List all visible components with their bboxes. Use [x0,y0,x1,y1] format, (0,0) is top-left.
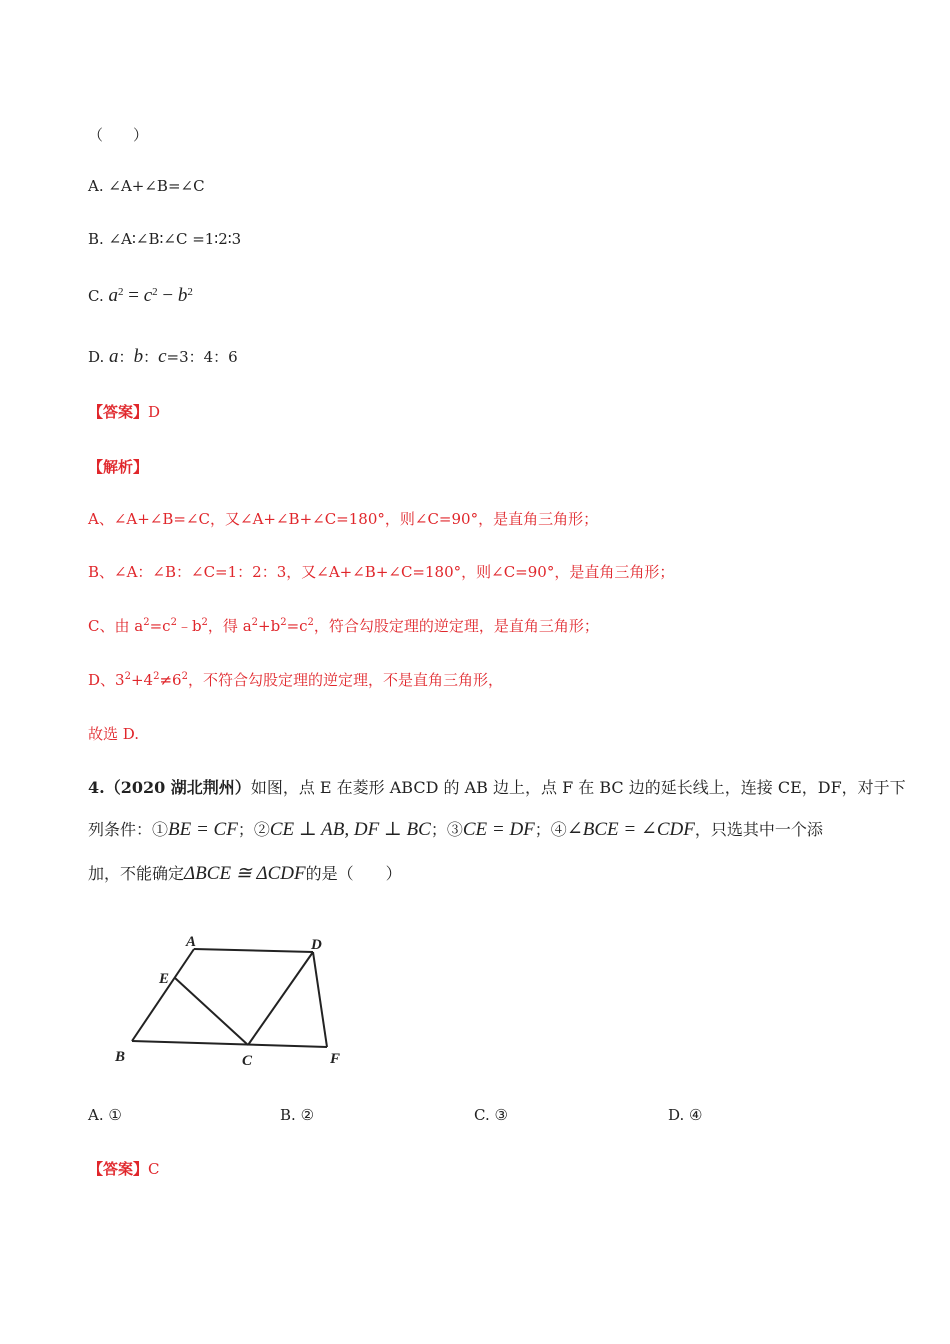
label-e: E [159,971,170,987]
q4-line2 [88,817,823,841]
option-value: ② [300,1106,315,1124]
exponent: 2 [170,617,177,628]
analysis-text: ，得 a [207,617,252,635]
q3-option-c [88,285,193,307]
segment-ec [175,978,248,1045]
answer-tag: 【答案】 [88,1160,149,1178]
exponent: 2 [307,617,314,628]
q3-analysis-tag: 【解析】 [88,458,149,476]
question-text: ；④ [534,820,567,839]
q3-analysis-a: A、∠A+∠B=∠C，又∠A+∠B+∠C=180°，则∠C=90°，是直角三角形； [88,510,599,528]
analysis-text: =c [149,617,171,635]
ratio-sep: ： [118,348,134,366]
analysis-text: C、由 a [88,617,144,635]
label-d: D [311,937,322,953]
option-label: B. [280,1106,296,1124]
question-text: 加，不能确定 [88,864,185,883]
option-label: C. [474,1106,490,1124]
analysis-text: D、3 [88,671,125,689]
q3-answer [88,401,160,422]
analysis-text: =c [286,617,308,635]
q3-option-d [88,346,238,368]
exponent: 2 [251,617,259,628]
segment-bf [132,1041,327,1047]
exponent: 2 [143,617,150,628]
math-var-b: b [133,346,144,367]
q4-option-b [280,1106,314,1124]
q4-line1 [88,775,906,798]
analysis-text: ，符合勾股定理的逆定理，是直角三角形； [313,617,599,635]
label-b: B [115,1049,126,1065]
segment-ad [194,949,313,952]
q4-option-d [668,1106,703,1124]
option-label: A. [88,1106,104,1124]
label-a: A [186,934,197,950]
math-var-c: c [158,346,167,367]
option-value: ③ [494,1106,508,1124]
exponent: 2 [187,286,193,298]
option-text: ∠A+∠B=∠C [108,177,205,195]
figure-lines [132,949,327,1047]
q3-analysis-d [88,669,503,690]
q4-option-c [474,1106,508,1124]
question-text: ；② [237,820,270,839]
math-var-a: a [108,285,118,306]
exponent: 2 [201,617,208,628]
q3-stem-tail: （ ） [88,126,149,144]
exponent: 2 [118,286,124,298]
q3-analysis-b: B、∠A：∠B：∠C=1：2：3，又∠A+∠B+∠C=180°，则∠C=90°，是直角三角形； [88,563,675,581]
math-var-b: b [177,285,188,306]
analysis-text: ﹣b [176,617,202,635]
q3-analysis-c [88,615,599,636]
exponent: 2 [152,286,158,298]
analysis-text: ≠6 [159,671,182,689]
rhombus-figure [108,928,358,1068]
analysis-text: ，不符合勾股定理的逆定理，不是直角三角形， [187,671,503,689]
option-value: ① [108,1106,122,1124]
option-label: D. [668,1106,685,1124]
math-var-a: a [109,346,119,367]
q4-answer [88,1158,160,1179]
question-text: 的是（ ） [305,864,402,883]
congruence-statement: ΔBCE ≅ ΔCDF [184,863,306,884]
condition-4: ∠BCE = ∠CDF [566,819,695,840]
label-c: C [242,1053,253,1068]
segment-ab [132,949,194,1041]
analysis-text: +4 [130,671,154,689]
answer-value: C [148,1160,160,1178]
condition-2: CE ⊥ AB, DF ⊥ BC [269,819,431,840]
minus-sign: − [157,285,178,306]
condition-1: BE = CF [168,819,238,840]
segment-df [313,952,327,1047]
question-number: 4. [88,778,105,797]
segment-dc [248,952,313,1045]
exponent: 2 [280,617,287,628]
analysis-text: +b [258,617,281,635]
option-label: D. [88,348,105,366]
q3-option-b [88,230,241,248]
ratio-tail: =3：4：6 [166,348,238,366]
option-label: A. [88,177,104,195]
exponent: 2 [181,671,188,682]
q3-conclusion: 故选 D. [88,725,140,743]
q4-option-a [88,1106,122,1124]
option-label: C. [88,287,104,305]
answer-value: D [148,403,161,421]
q3-option-a [88,177,205,195]
q4-line3 [88,861,402,885]
equals-sign: = [123,285,144,306]
option-label: B. [88,230,104,248]
label-f: F [330,1051,341,1067]
exponent: 2 [124,671,131,682]
ratio-sep: ： [143,348,159,366]
question-text: ；③ [430,820,463,839]
option-value: ④ [689,1106,703,1124]
answer-tag: 【答案】 [88,403,149,421]
exponent: 2 [153,671,160,682]
question-text: ，只选其中一个添 [694,820,823,839]
question-text: 如图，点 E 在菱形 ABCD 的 AB 边上，点 F 在 BC 边的延长线上，连接 CE，DF，对于下 [250,778,906,797]
option-text: ∠A∶∠B∶∠C =1∶2∶3 [108,230,242,248]
question-source: （2020 湖北荆州） [104,778,251,797]
math-var-c: c [143,285,153,306]
condition-3: CE = DF [462,819,535,840]
question-text: 列条件：① [88,820,169,839]
